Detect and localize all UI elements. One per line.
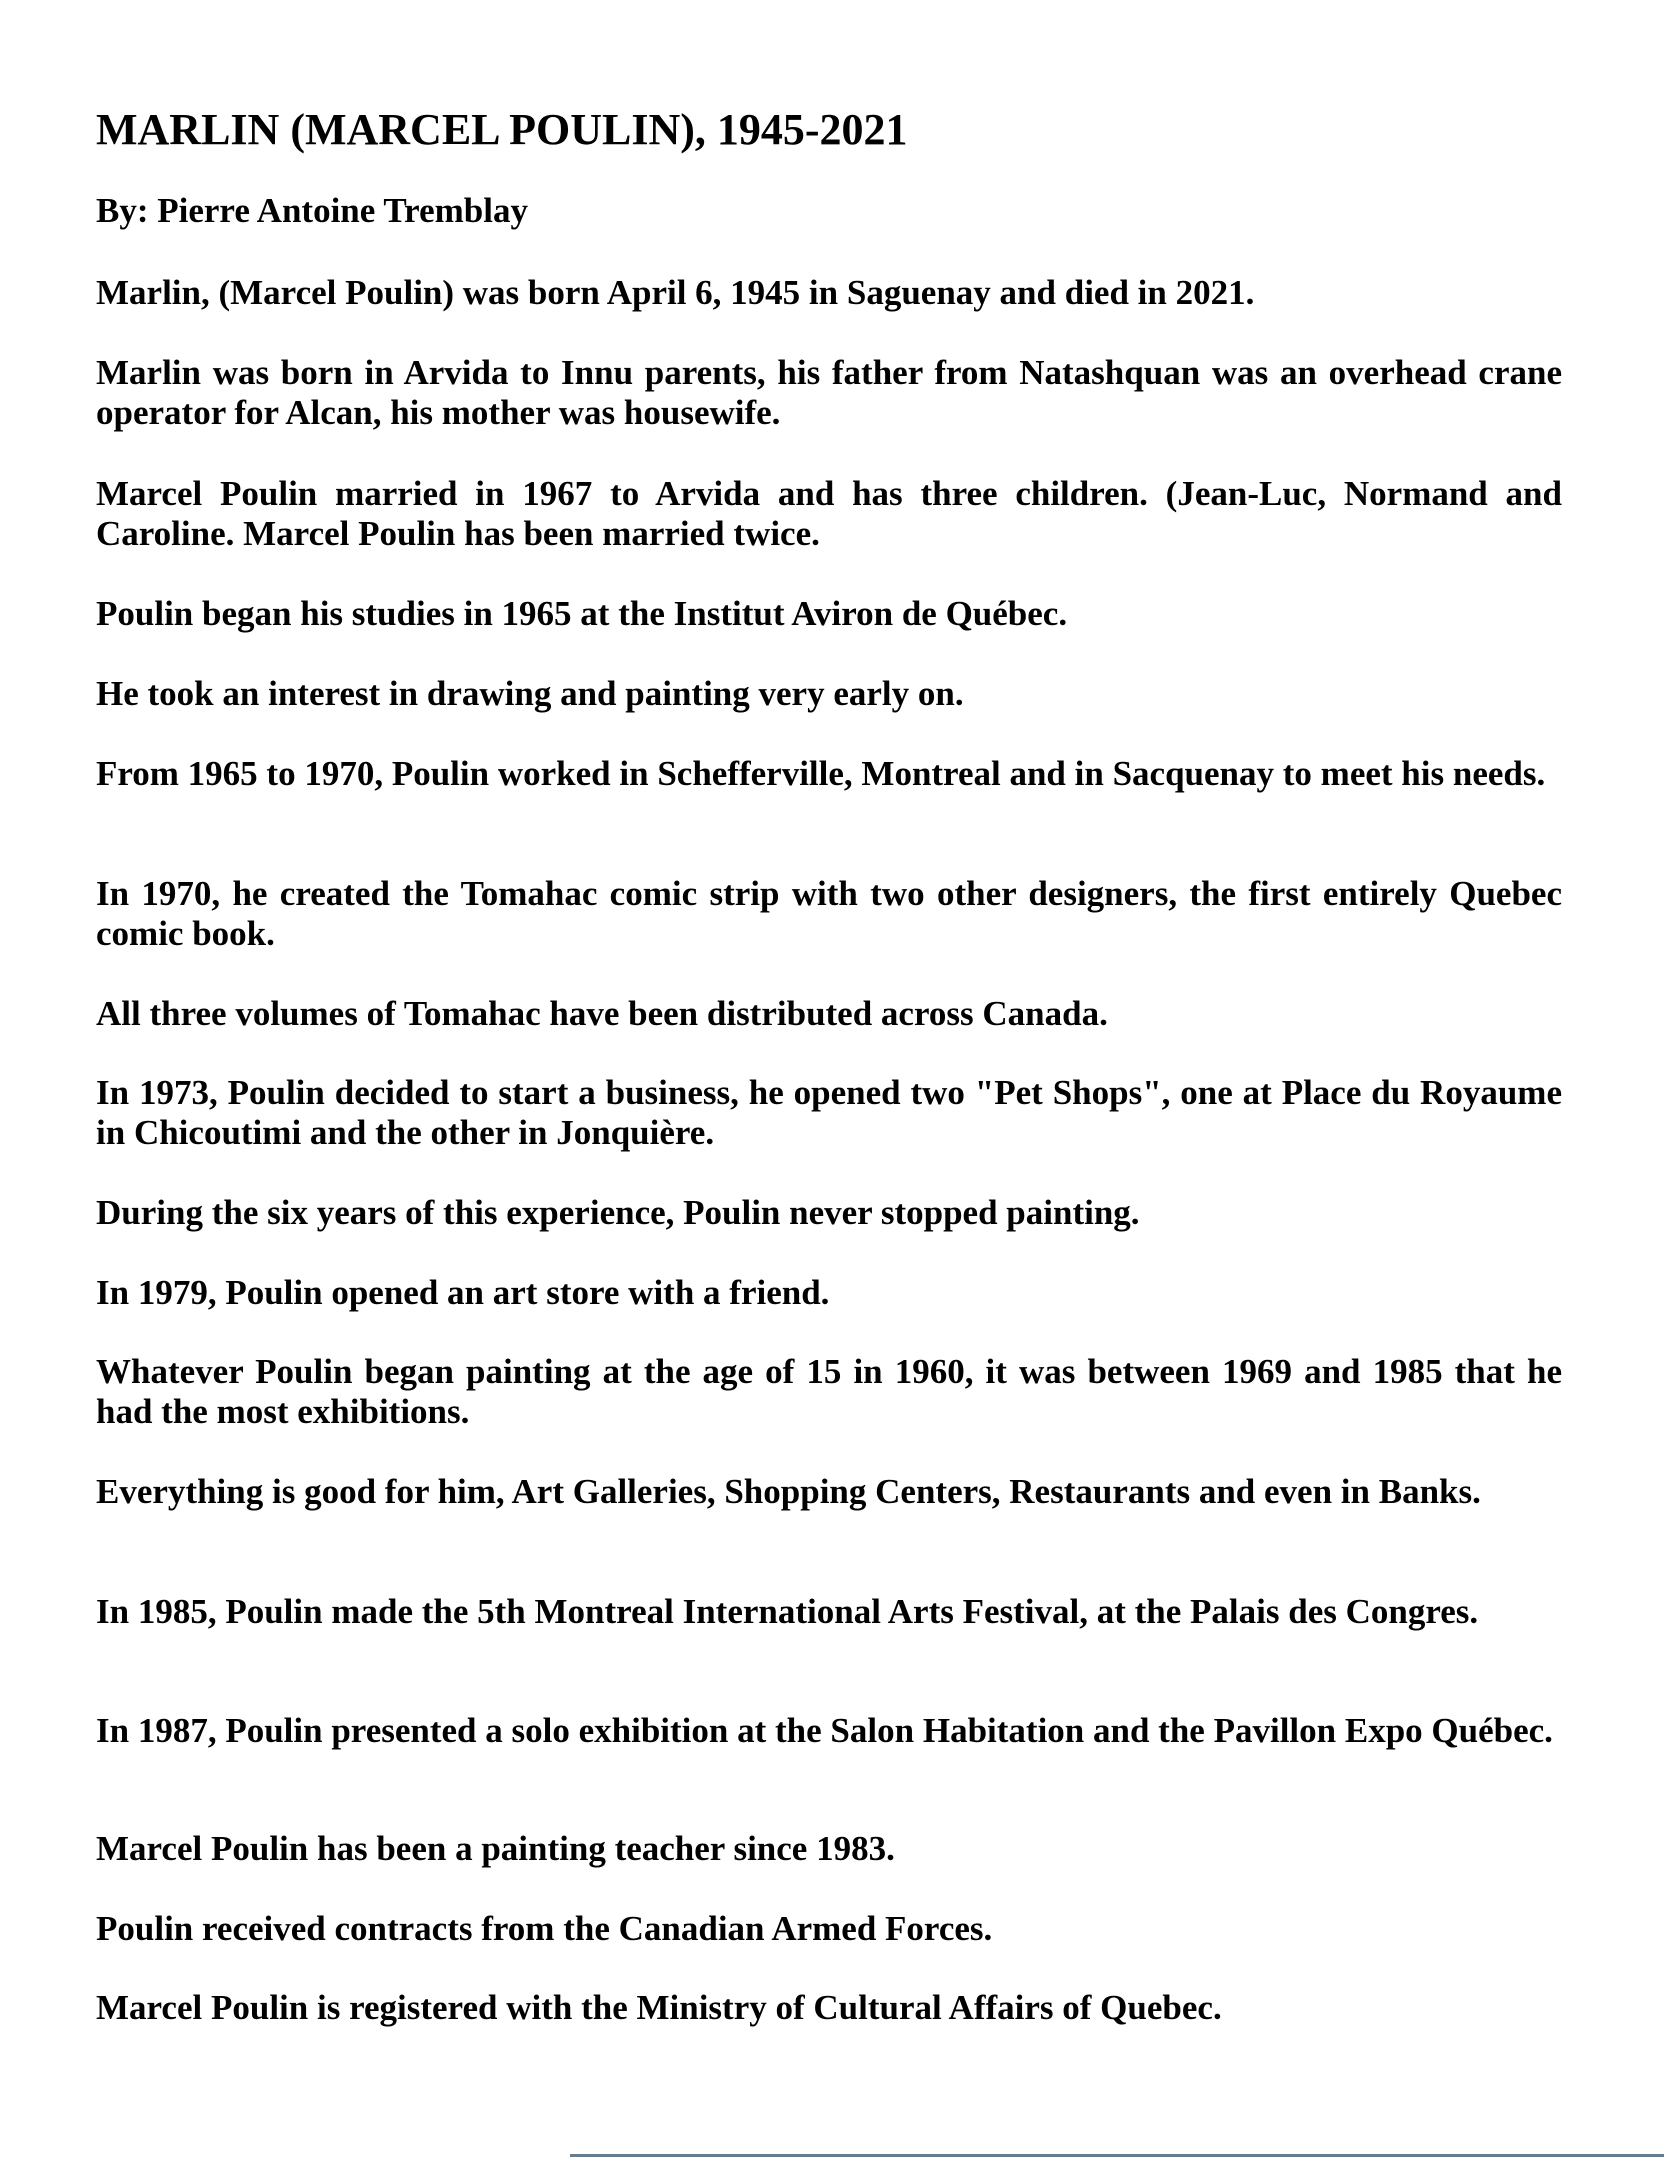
paragraph-studies: Poulin began his studies in 1965 at the Institut Aviron de Québec. (96, 594, 1068, 633)
paragraph-birth: Marlin, (Marcel Poulin) was born April 6, 1945 in Saguenay and died in 2021. (96, 273, 1255, 312)
document-title: MARLIN (MARCEL POULIN), 1945-2021 (96, 105, 908, 154)
paragraph-solo-exhibition: In 1987, Poulin presented a solo exhibition at the Salon Habitation and the Pavillon Expo Québec. (96, 1711, 1553, 1750)
paragraph-teacher: Marcel Poulin has been a painting teacher since 1983. (96, 1829, 895, 1868)
paragraph-tomahac: In 1970, he created the Tomahac comic strip with two other designers, the first entirely Quebec comic book. (96, 874, 1562, 953)
paragraph-art-store: In 1979, Poulin opened an art store with a friend. (96, 1273, 830, 1312)
paragraph-registration: Marcel Poulin is registered with the Ministry of Cultural Affairs of Quebec. (96, 1988, 1222, 2027)
paragraph-parents: Marlin was born in Arvida to Innu parents, his father from Natashquan was an overhead crane operator for Alcan, his mother was housewife. (96, 353, 1562, 432)
paragraph-festival: In 1985, Poulin made the 5th Montreal International Arts Festival, at the Palais des Congres. (96, 1592, 1479, 1631)
bottom-edge-line (570, 2154, 1664, 2157)
paragraph-six-years: During the six years of this experience, Poulin never stopped painting. (96, 1193, 1140, 1232)
paragraph-work: From 1965 to 1970, Poulin worked in Schefferville, Montreal and in Sacquenay to meet his needs. (96, 754, 1546, 793)
author-byline: By: Pierre Antoine Tremblay (96, 191, 528, 230)
paragraph-interest: He took an interest in drawing and painting very early on. (96, 674, 964, 713)
paragraph-exhibitions: Whatever Poulin began painting at the age of 15 in 1960, it was between 1969 and 1985 that he had the most exhibitions. (96, 1352, 1562, 1431)
paragraph-venues: Everything is good for him, Art Galleries, Shopping Centers, Restaurants and even in Banks. (96, 1472, 1481, 1511)
paragraph-marriage: Marcel Poulin married in 1967 to Arvida and has three children. (Jean-Luc, Normand and Caroline. Marcel Poulin has been married twice. (96, 474, 1562, 553)
paragraph-pet-shops: In 1973, Poulin decided to start a business, he opened two "Pet Shops", one at Place du Royaume in Chicoutimi and the other in Jonquière. (96, 1073, 1562, 1152)
paragraph-contracts: Poulin received contracts from the Canadian Armed Forces. (96, 1909, 993, 1948)
paragraph-volumes: All three volumes of Tomahac have been distributed across Canada. (96, 994, 1108, 1033)
